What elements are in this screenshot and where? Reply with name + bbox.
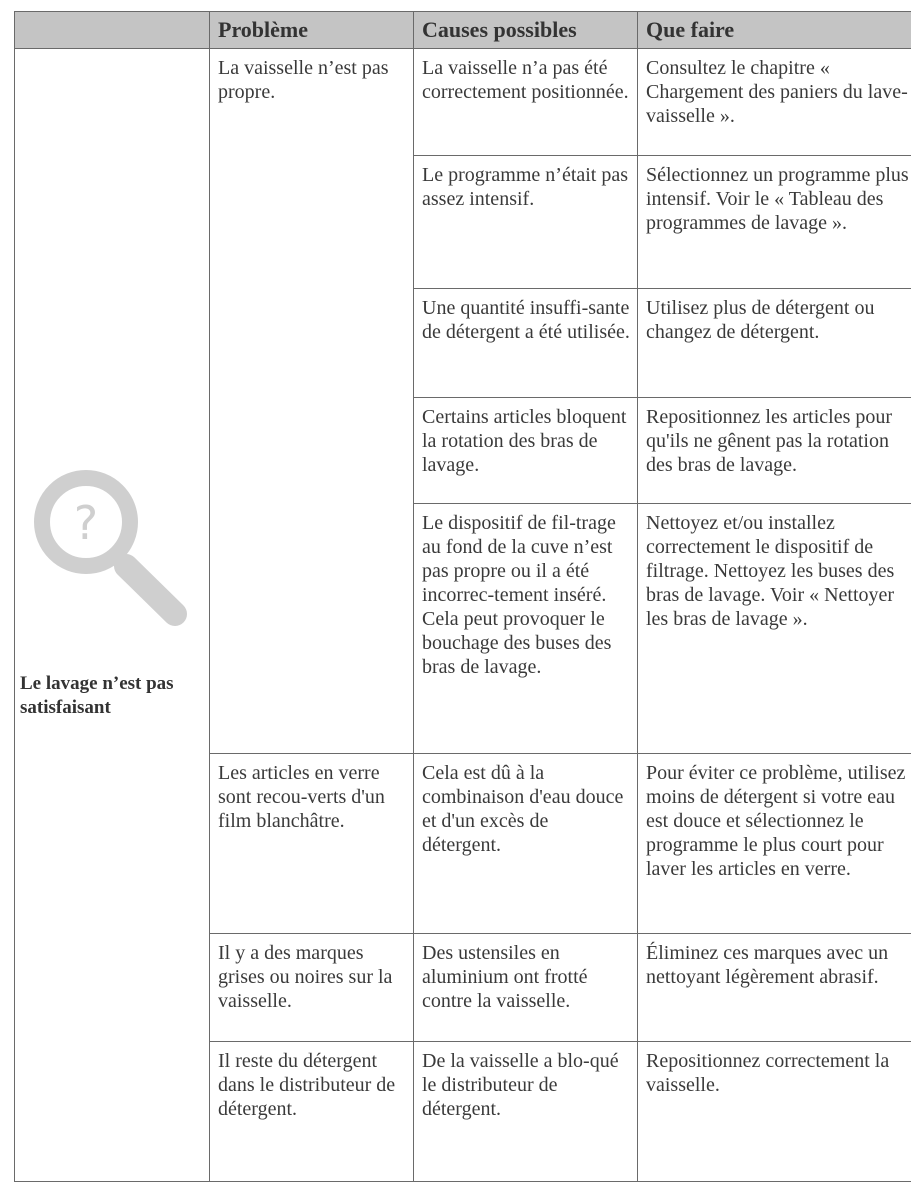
header-causes: Causes possibles <box>414 12 638 49</box>
cause-cell: Cela est dû à la combinaison d'eau douce et d'un excès de détergent. <box>414 754 638 934</box>
action-cell: Consultez le chapitre « Chargement des paniers du lave-vaisselle ». <box>638 49 911 156</box>
action-cell: Éliminez ces marques avec un nettoyant légèrement abrasif. <box>638 934 911 1042</box>
problem-cell: Les articles en verre sont recou-verts d'un film blanchâtre. <box>210 754 414 934</box>
problem-cell: Il reste du détergent dans le distributeur de détergent. <box>210 1042 414 1182</box>
cause-cell: La vaisselle n’a pas été correctement positionnée. <box>414 49 638 156</box>
cause-cell: Le programme n’était pas assez intensif. <box>414 156 638 289</box>
troubleshooting-table <box>14 11 911 1182</box>
svg-text:?: ? <box>74 496 98 550</box>
problem-cell: La vaisselle n’est pas propre. <box>210 49 414 754</box>
cause-cell: Le dispositif de fil-trage au fond de la cuve n’est pas propre ou il a été incorrec-tement inséré. Cela peut provoquer le bouchage des buses des bras de lavage. <box>414 504 638 754</box>
header-row <box>15 12 911 49</box>
action-cell: Nettoyez et/ou installez correctement le dispositif de filtrage. Nettoyez les buses des bras de lavage. Voir « Nettoyer les bras de lavage ». <box>638 504 911 754</box>
header-category <box>15 12 210 49</box>
category-cell <box>15 49 210 1182</box>
cause-cell: De la vaisselle a blo-qué le distributeur de détergent. <box>414 1042 638 1182</box>
problem-cell: Il y a des marques grises ou noires sur la vaisselle. <box>210 934 414 1042</box>
header-probleme: Problème <box>210 12 414 49</box>
table-row <box>15 49 911 156</box>
action-cell: Repositionnez les articles pour qu'ils ne gênent pas la rotation des bras de lavage. <box>638 398 911 504</box>
action-cell: Pour éviter ce problème, utilisez moins de détergent si votre eau est douce et sélectionnez le programme le plus court pour laver les articles en verre. <box>638 754 911 934</box>
action-cell: Sélectionnez un programme plus intensif. Voir le « Tableau des programmes de lavage ». <box>638 156 911 289</box>
action-cell: Repositionnez correctement la vaisselle. <box>638 1042 911 1182</box>
action-cell: Utilisez plus de détergent ou changez de détergent. <box>638 289 911 398</box>
category-label: Le lavage n’est pas satisfaisant <box>20 672 198 720</box>
cause-cell: Une quantité insuffi-sante de détergent a été utilisée. <box>414 289 638 398</box>
magnifier-question-icon <box>25 464 190 634</box>
cause-cell: Des ustensiles en aluminium ont frotté contre la vaisselle. <box>414 934 638 1042</box>
header-que-faire: Que faire <box>638 12 911 49</box>
cause-cell: Certains articles bloquent la rotation des bras de lavage. <box>414 398 638 504</box>
